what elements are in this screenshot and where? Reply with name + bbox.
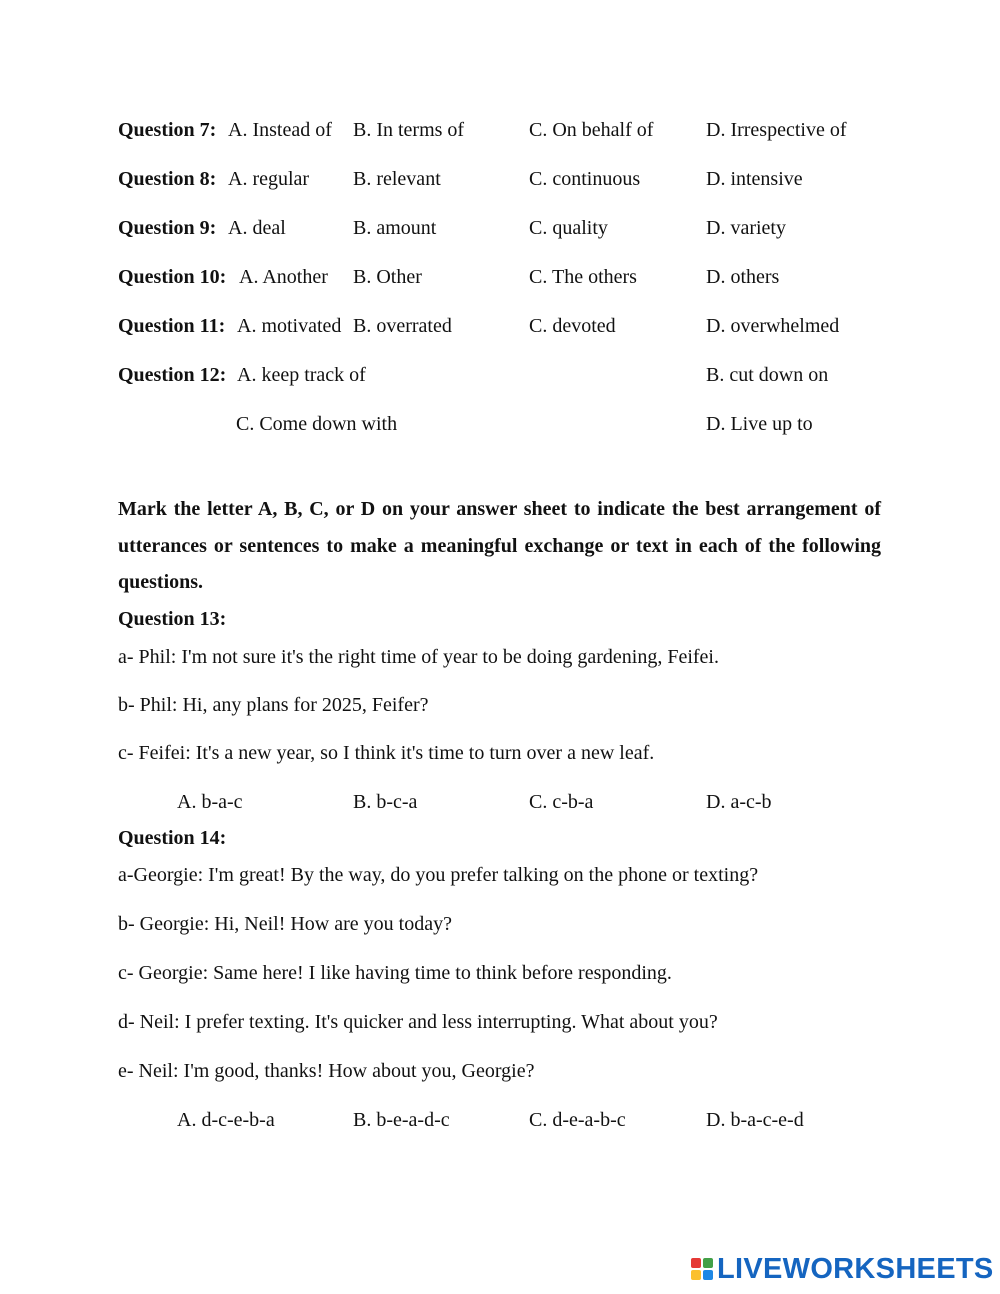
question-13-heading [0,604,1000,634]
option-d: D. overwhelmed [706,315,840,337]
option-a: A. d-c-e-b-a [177,1109,275,1131]
logo-blocks-icon [691,1258,713,1280]
dialogue-text: b- Georgie: Hi, Neil! How are you today? [118,913,452,935]
question-14-heading [0,823,1000,853]
option-a: A. motivated [237,315,342,337]
logo-text: LIVEWORKSHEETS [717,1252,994,1285]
option-b: B. relevant [353,168,441,190]
question-label: Question 8: [118,168,217,190]
dialogue-text: a-Georgie: I'm great! By the way, do you prefer talking on the phone or texting? [118,864,759,886]
question-label: Question 10: [118,266,227,288]
question-label: Question 7: [118,119,217,141]
question-label: Question 9: [118,217,217,239]
option-c: C. devoted [529,315,616,337]
question-11-row [0,311,1000,341]
option-d: D. Irrespective of [706,119,847,141]
option-b: B. Other [353,266,422,288]
question-12-row [0,360,1000,390]
option-c: C. On behalf of [529,119,654,141]
dialogue-text: c- Georgie: Same here! I like having time to think before responding. [118,962,672,984]
option-d: D. Live up to [706,413,813,435]
section-instruction: Mark the letter A, B, C, or D on your answer sheet to indicate the best arrangement of utterances or sentences to make a meaningful exchange or text in each of the following questions. [118,498,881,593]
dialogue-line [0,690,1000,720]
dialogue-line [0,860,1000,890]
option-b: B. cut down on [706,364,829,386]
dialogue-line [0,1056,1000,1086]
option-d: D. variety [706,217,786,239]
option-c: C. c-b-a [529,791,594,813]
option-b: B. overrated [353,315,452,337]
question-8-row [0,164,1000,194]
option-c: C. Come down with [236,413,398,435]
option-a: A. deal [228,217,286,239]
question-9-row [0,213,1000,243]
option-b: B. amount [353,217,437,239]
option-b: B. b-c-a [353,791,418,813]
option-d: D. b-a-c-e-d [706,1109,804,1131]
question-label: Question 12: [118,364,227,386]
option-a: A. regular [228,168,310,190]
dialogue-text: a- Phil: I'm not sure it's the right time of year to be doing gardening, Feifei. [118,646,719,668]
dialogue-line [0,642,1000,672]
question-7-row [0,115,1000,145]
dialogue-line [0,958,1000,988]
dialogue-line [0,1007,1000,1037]
option-a: A. keep track of [237,364,366,386]
option-d: D. others [706,266,780,288]
question-13-options [0,787,1000,817]
question-label: Question 14: [118,827,227,849]
question-12-row-2 [0,409,1000,439]
option-c: C. d-e-a-b-c [529,1109,626,1131]
option-a: A. Instead of [228,119,332,141]
dialogue-line [0,738,1000,768]
option-b: B. In terms of [353,119,465,141]
dialogue-text: e- Neil: I'm good, thanks! How about you, Georgie? [118,1060,535,1082]
option-c: C. continuous [529,168,641,190]
option-d: D. a-c-b [706,791,772,813]
question-label: Question 11: [118,315,226,337]
dialogue-text: d- Neil: I prefer texting. It's quicker and less interrupting. What about you? [118,1011,718,1033]
option-d: D. intensive [706,168,803,190]
option-a: A. b-a-c [177,791,243,813]
option-c: C. The others [529,266,637,288]
question-10-row [0,262,1000,292]
option-b: B. b-e-a-d-c [353,1109,450,1131]
question-label: Question 13: [118,608,227,630]
dialogue-text: c- Feifei: It's a new year, so I think it's time to turn over a new leaf. [118,742,655,764]
liveworksheets-logo [691,1253,994,1285]
option-c: C. quality [529,217,608,239]
dialogue-text: b- Phil: Hi, any plans for 2025, Feifer? [118,694,429,716]
question-14-options [0,1105,1000,1135]
option-a: A. Another [239,266,328,288]
dialogue-line [0,909,1000,939]
